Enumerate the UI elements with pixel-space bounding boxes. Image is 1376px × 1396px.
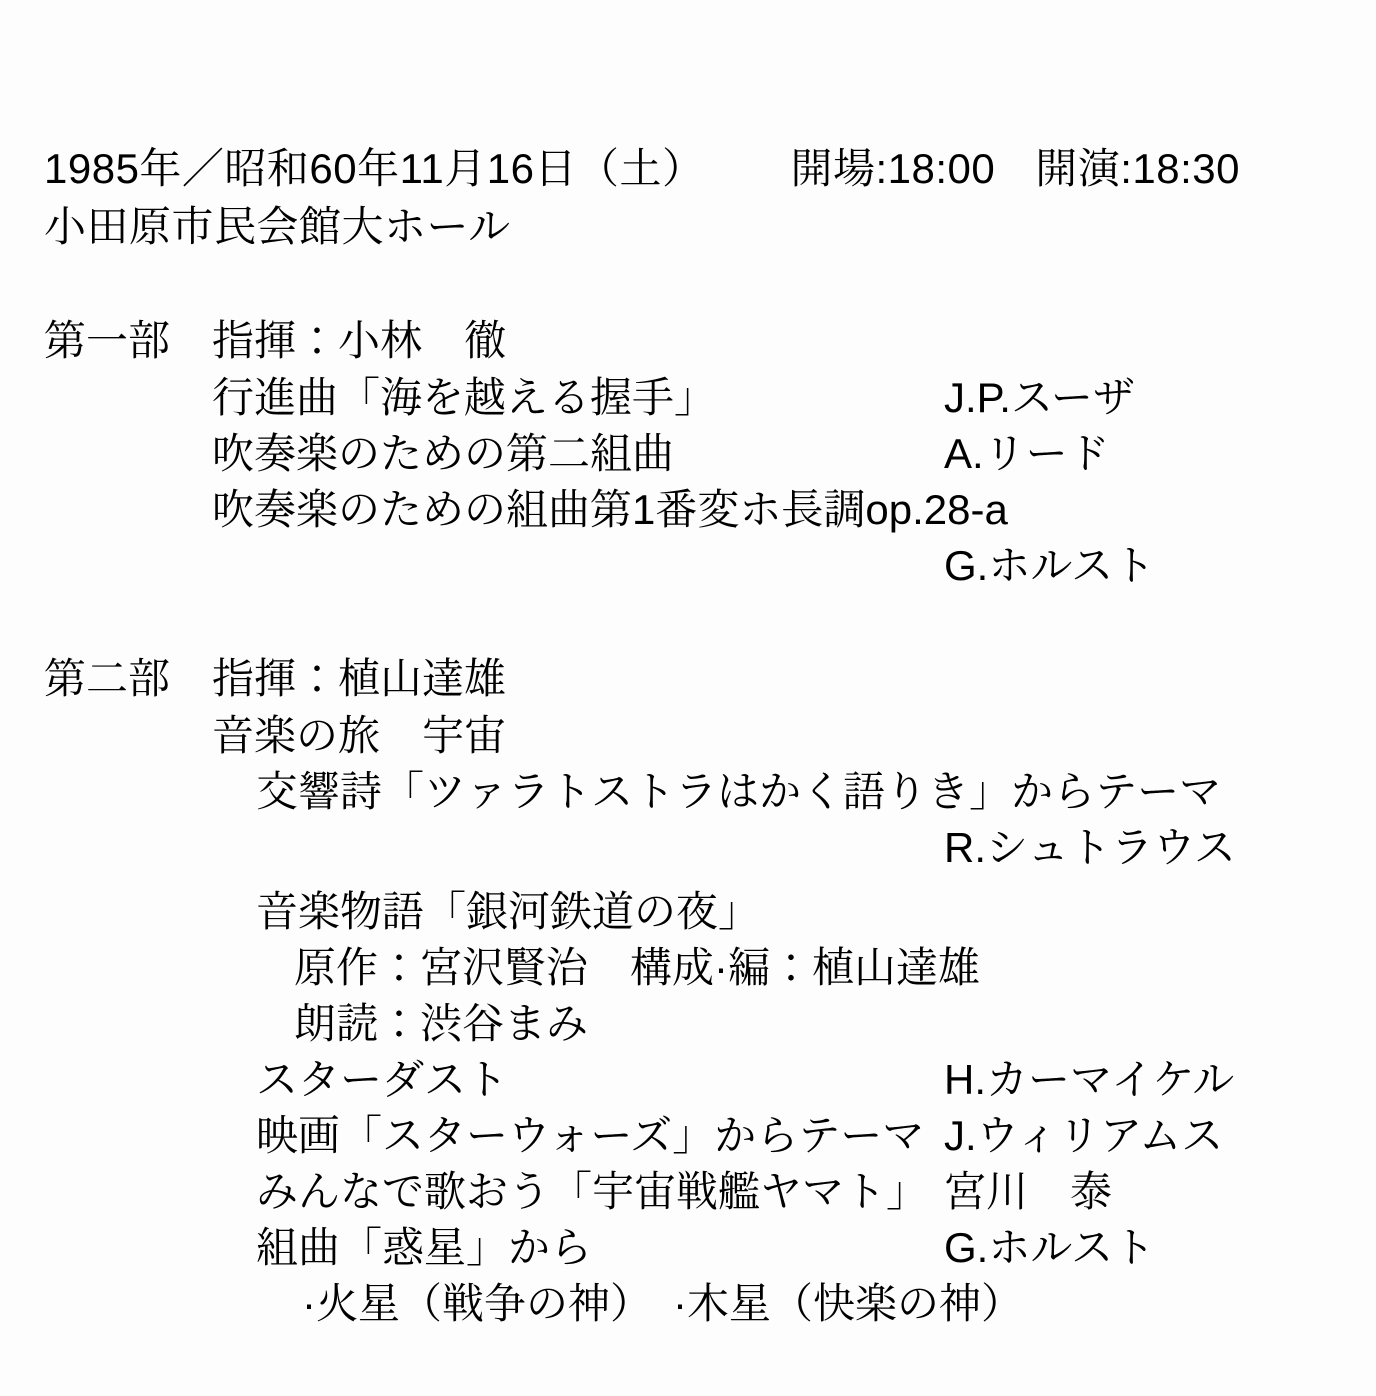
- program-item-credit: [44, 996, 1344, 1052]
- concert-header: [44, 140, 1334, 256]
- program-item-composer-row: [44, 538, 1344, 594]
- program-section-part-2: [44, 650, 1344, 1332]
- section-conductor: 指揮：小林 徹: [212, 317, 507, 364]
- program-item-movements: [44, 1276, 1344, 1332]
- program-item-composer: J.ウィリアムス: [944, 1112, 1224, 1159]
- program-item-title: 組曲「惑星」から: [256, 1224, 593, 1271]
- program-item-composer: G.ホルスト: [944, 1224, 1156, 1271]
- program-item: [44, 1108, 1344, 1164]
- program-item-credit-text: 原作：宮沢賢治 構成·編：植山達雄: [294, 944, 980, 991]
- program-item: [44, 426, 1344, 482]
- program-item-title: 交響詩「ツァラトストラはかく語りき」からテーマ: [256, 768, 1222, 815]
- section-label: 第一部: [44, 317, 171, 364]
- venue-name: 小田原市民会館大ホール: [44, 203, 511, 250]
- program-item-credit-text: 朗読：渋谷まみ: [294, 1000, 589, 1047]
- section-conductor: 指揮：植山達雄: [212, 655, 507, 702]
- program-item: [44, 1052, 1344, 1108]
- program-item-title: 吹奏楽のための組曲第1番変ホ長調op.28-a: [212, 486, 1008, 533]
- program-item-title: 音楽の旅 宇宙: [212, 712, 507, 759]
- program-section-part-1: [44, 312, 1344, 594]
- program-item-composer: 宮川 泰: [944, 1168, 1113, 1215]
- concert-date: 1985年／昭和60年11月16日（土）: [44, 145, 705, 192]
- program-item: [44, 1164, 1344, 1220]
- program-item: [44, 482, 1344, 538]
- program-item-title: 音楽物語「銀河鉄道の夜」: [256, 888, 761, 935]
- program-item-movements-text: ·火星（戦争の神） ·木星（快楽の神）: [302, 1280, 1023, 1327]
- program-item-composer: G.ホルスト: [944, 542, 1156, 589]
- doors-open-time: 開場:18:00: [790, 145, 996, 192]
- program-item-composer: H.カーマイケル: [944, 1056, 1235, 1103]
- program-item-composer: R.シュトラウス: [944, 824, 1236, 871]
- spacer: [44, 876, 1344, 884]
- program-subtitle: [44, 708, 1344, 764]
- program-item: [44, 370, 1344, 426]
- program-item-credit: [44, 940, 1344, 996]
- program-item-composer: J.P.スーザ: [944, 374, 1135, 421]
- section-heading: [44, 312, 1344, 370]
- program-item: [44, 884, 1344, 940]
- program-item-title: スターダスト: [256, 1056, 509, 1103]
- program-item: [44, 764, 1344, 820]
- header-date-time-line: [44, 140, 1334, 198]
- program-item-title: 行進曲「海を越える握手」: [212, 374, 717, 421]
- program-item-composer: A.リード: [944, 430, 1110, 477]
- program-item-title: 映画「スターウォーズ」からテーマ: [256, 1112, 925, 1159]
- program-item: [44, 1220, 1344, 1276]
- performance-start-time: 開演:18:30: [1035, 145, 1241, 192]
- section-label: 第二部: [44, 655, 171, 702]
- program-item-title: みんなで歌おう「宇宙戦艦ヤマト」: [256, 1168, 929, 1215]
- program-item-composer-row: [44, 820, 1344, 876]
- section-heading: [44, 650, 1344, 708]
- program-item-title: 吹奏楽のための第二組曲: [212, 430, 675, 477]
